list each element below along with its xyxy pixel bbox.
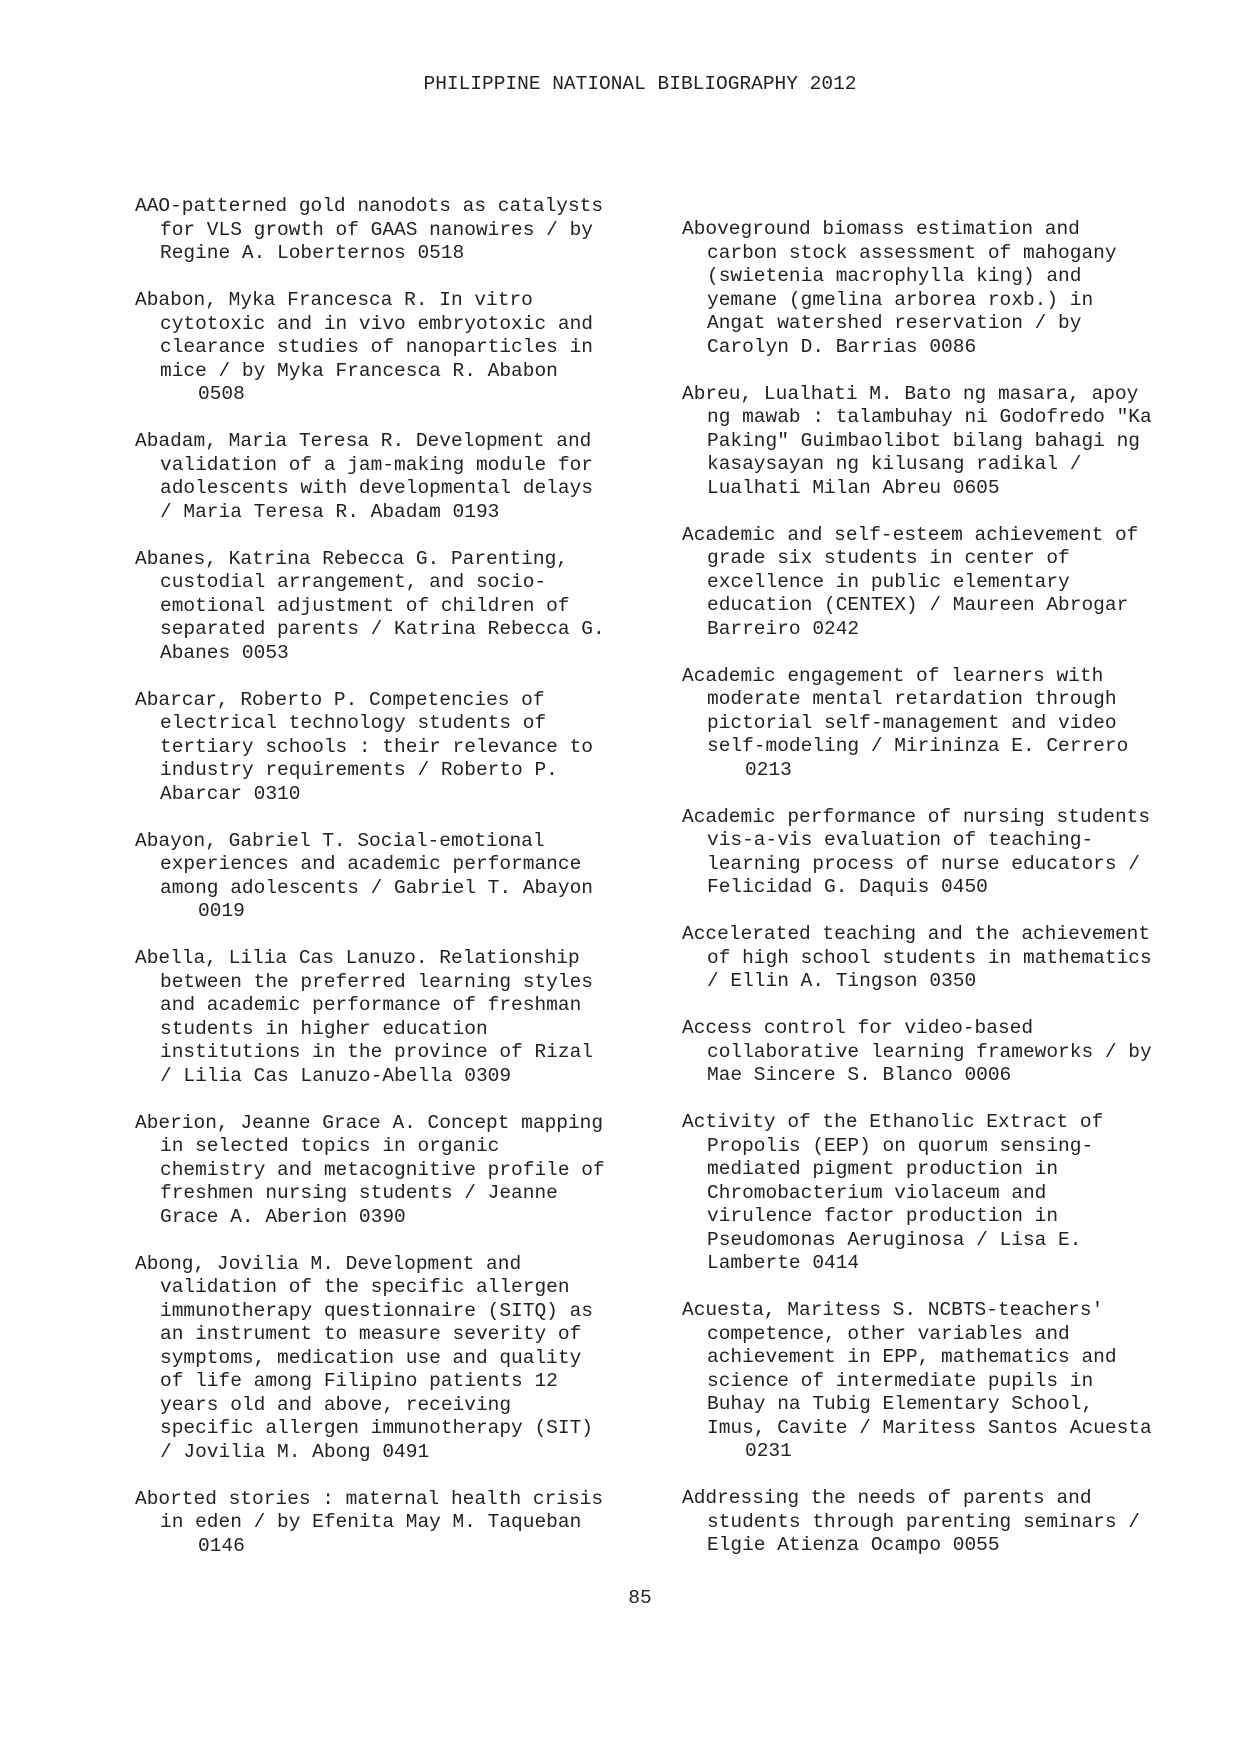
entry-line: and academic performance of freshman (160, 994, 582, 1016)
entry-line: learning process of nurse educators / (707, 852, 1140, 875)
entry-line: / Jovilia M. Abong 0491 (160, 1440, 430, 1463)
bibliography-entry (135, 689, 635, 807)
entry-line: emotional adjustment of children of (160, 594, 570, 617)
entry-line: Pseudomonas Aeruginosa / Lisa E. (707, 1228, 1082, 1251)
entry-line: Abanes 0053 (160, 641, 289, 664)
bibliography-entry (135, 1112, 635, 1230)
entry-line: education (CENTEX) / Maureen Abrogar (707, 594, 1129, 616)
entry-line: validation of the specific allergen (160, 1276, 570, 1298)
entry-line: Access control for video-based (682, 1017, 1034, 1039)
entry-line: Propolis (EEP) on quorum sensing- (707, 1134, 1094, 1157)
bibliography-entry (135, 195, 635, 266)
entry-line: for VLS growth of GAAS nanowires / by (160, 218, 593, 241)
entry-line: Chromobacterium violaceum and (707, 1181, 1047, 1204)
entry-line: between the preferred learning styles (160, 970, 593, 993)
entry-line: Carolyn D. Barrias 0086 (707, 335, 977, 358)
entry-line: / Maria Teresa R. Abadam 0193 (160, 500, 500, 523)
entry-line: Abarcar, Roberto P. Competencies of (135, 688, 545, 711)
entry-line: custodial arrangement, and socio- (160, 571, 547, 593)
entry-line: immunotherapy questionnaire (SITQ) as (160, 1299, 593, 1322)
page-number: 85 (628, 1587, 652, 1609)
entry-line: mice / by Myka Francesca R. Ababon (160, 359, 558, 382)
entry-line: Accelerated teaching and the achievement (682, 923, 1151, 945)
entry-line: self-modeling / Mirininza E. Cerrero (707, 735, 1129, 757)
entry-line: moderate mental retardation through (707, 688, 1117, 710)
entry-line: Academic and self-esteem achievement of (682, 523, 1139, 546)
entry-line: Abella, Lilia Cas Lanuzo. Relationship (135, 947, 580, 969)
entry-line: excellence in public elementary (707, 570, 1070, 593)
entry-line: Barreiro 0242 (707, 617, 860, 640)
page-header: PHILIPPINE NATIONAL BIBLIOGRAPHY 2012 (423, 73, 857, 95)
bibliography-entry (135, 548, 635, 666)
entry-line: Abreu, Lualhati M. Bato ng masara, apoy (682, 382, 1139, 405)
entry-line: students in higher education (160, 1017, 488, 1040)
entry-line: clearance studies of nanoparticles in (160, 336, 593, 358)
entry-line: Abong, Jovilia M. Development and (135, 1252, 522, 1275)
entry-line: Acuesta, Maritess S. NCBTS-teachers' (682, 1299, 1104, 1321)
entry-line: 0213 (745, 758, 792, 781)
entry-line: competence, other variables and (707, 1322, 1070, 1345)
entry-line: 0231 (745, 1440, 792, 1462)
bibliography-entry (135, 830, 635, 924)
entry-line: collaborative learning frameworks / by (707, 1040, 1152, 1063)
entry-line: tertiary schools : their relevance to (160, 735, 593, 758)
entry-line: Paking" Guimbaolibot bilang bahagi ng (707, 429, 1140, 452)
entry-line: ng mawab : talambuhay ni Godofredo "Ka (707, 406, 1152, 428)
entry-line: validation of a jam-making module for (160, 453, 593, 476)
entry-line: freshmen nursing students / Jeanne (160, 1182, 558, 1204)
bibliography-entry (682, 1299, 1182, 1464)
bibliography-entry (135, 1488, 635, 1559)
bibliography-entry (135, 289, 635, 407)
entry-line: electrical technology students of (160, 712, 547, 734)
entry-line: mediated pigment production in (707, 1158, 1059, 1180)
entry-line: of high school students in mathematics (707, 946, 1152, 969)
bibliography-entry (682, 1111, 1182, 1276)
entry-line: adolescents with developmental delays (160, 477, 593, 499)
entry-line: in eden / by Efenita May M. Taqueban (160, 1511, 582, 1533)
bibliography-entry (682, 806, 1182, 900)
entry-line: Ababon, Myka Francesca R. In vitro (135, 289, 533, 311)
entry-line: Mae Sincere S. Blanco 0006 (707, 1064, 1012, 1086)
entry-line: years old and above, receiving (160, 1393, 512, 1416)
bibliography-entry (682, 665, 1182, 783)
entry-line: 0508 (198, 383, 245, 405)
entry-line: Activity of the Ethanolic Extract of (682, 1111, 1104, 1133)
entry-line: Buhay na Tubig Elementary School, (707, 1393, 1094, 1415)
entry-line: Grace A. Aberion 0390 (160, 1205, 406, 1228)
entry-line: Lamberte 0414 (707, 1252, 860, 1274)
entry-line: 0019 (198, 900, 245, 922)
bibliography-entry (682, 1487, 1182, 1558)
entry-line: symptoms, medication use and quality (160, 1346, 582, 1369)
entry-line: (swietenia macrophylla king) and (707, 265, 1082, 287)
entry-line: science of intermediate pupils in (707, 1369, 1094, 1392)
entry-line: cytotoxic and in vivo embryotoxic and (160, 312, 593, 335)
entry-line: carbon stock assessment of mahogany (707, 241, 1117, 264)
entry-line: in selected topics in organic (160, 1135, 500, 1157)
entry-line: institutions in the province of Rizal (160, 1041, 593, 1063)
entry-line: pictorial self-management and video (707, 711, 1117, 734)
entry-line: Abanes, Katrina Rebecca G. Parenting, (135, 547, 568, 570)
entry-line: an instrument to measure severity of (160, 1323, 582, 1345)
entry-line: Elgie Atienza Ocampo 0055 (707, 1534, 1000, 1556)
entry-line: Imus, Cavite / Maritess Santos Acuesta (707, 1416, 1152, 1439)
entry-line: Abarcar 0310 (160, 782, 301, 805)
entry-line: Addressing the needs of parents and (682, 1487, 1092, 1509)
bibliography-entry (682, 218, 1182, 359)
entry-line: students through parenting seminars / (707, 1510, 1140, 1533)
entry-line: AAO-patterned gold nanodots as catalysts (135, 195, 604, 217)
entry-line: kasaysayan ng kilusang radikal / (707, 453, 1082, 475)
bibliography-entry (135, 947, 635, 1088)
bibliography-entry (682, 923, 1182, 994)
entry-line: achievement in EPP, mathematics and (707, 1346, 1117, 1368)
bibliography-entry (135, 1253, 635, 1465)
entry-line: specific allergen immunotherapy (SIT) (160, 1417, 593, 1439)
entry-line: vis-a-vis evaluation of teaching- (707, 829, 1094, 851)
bibliography-entry (682, 383, 1182, 501)
entry-line: Academic performance of nursing students (682, 805, 1151, 828)
bibliography-entry (682, 524, 1182, 642)
entry-line: Abadam, Maria Teresa R. Development and (135, 430, 592, 452)
entry-line: Lualhati Milan Abreu 0605 (707, 476, 1000, 499)
entry-line: / Ellin A. Tingson 0350 (707, 970, 977, 992)
entry-line: grade six students in center of (707, 547, 1070, 569)
entry-line: Angat watershed reservation / by (707, 312, 1082, 334)
right-column (682, 218, 1182, 1581)
bibliography-entry (682, 1017, 1182, 1088)
entry-line: chemistry and metacognitive profile of (160, 1158, 605, 1181)
left-column (135, 195, 635, 1582)
entry-line: experiences and academic performance (160, 853, 582, 875)
entry-line: Regine A. Loberternos 0518 (160, 242, 465, 264)
entry-line: among adolescents / Gabriel T. Abayon (160, 876, 593, 899)
entry-line: virulence factor production in (707, 1205, 1059, 1227)
entry-line: Aberion, Jeanne Grace A. Concept mapping (135, 1111, 604, 1134)
entry-line: Academic engagement of learners with (682, 664, 1104, 687)
entry-line: of life among Filipino patients 12 (160, 1370, 558, 1392)
entry-line: industry requirements / Roberto P. (160, 759, 558, 781)
entry-line: Felicidad G. Daquis 0450 (707, 876, 988, 898)
bibliography-entry (135, 430, 635, 524)
entry-line: / Lilia Cas Lanuzo-Abella 0309 (160, 1064, 512, 1087)
entry-line: Aboveground biomass estimation and (682, 218, 1080, 240)
entry-line: yemane (gmelina arborea roxb.) in (707, 288, 1094, 311)
entry-line: Aborted stories : maternal health crisis (135, 1487, 604, 1510)
entry-line: 0146 (198, 1534, 245, 1557)
entry-line: separated parents / Katrina Rebecca G. (160, 618, 605, 640)
entry-line: Abayon, Gabriel T. Social-emotional (135, 829, 545, 852)
